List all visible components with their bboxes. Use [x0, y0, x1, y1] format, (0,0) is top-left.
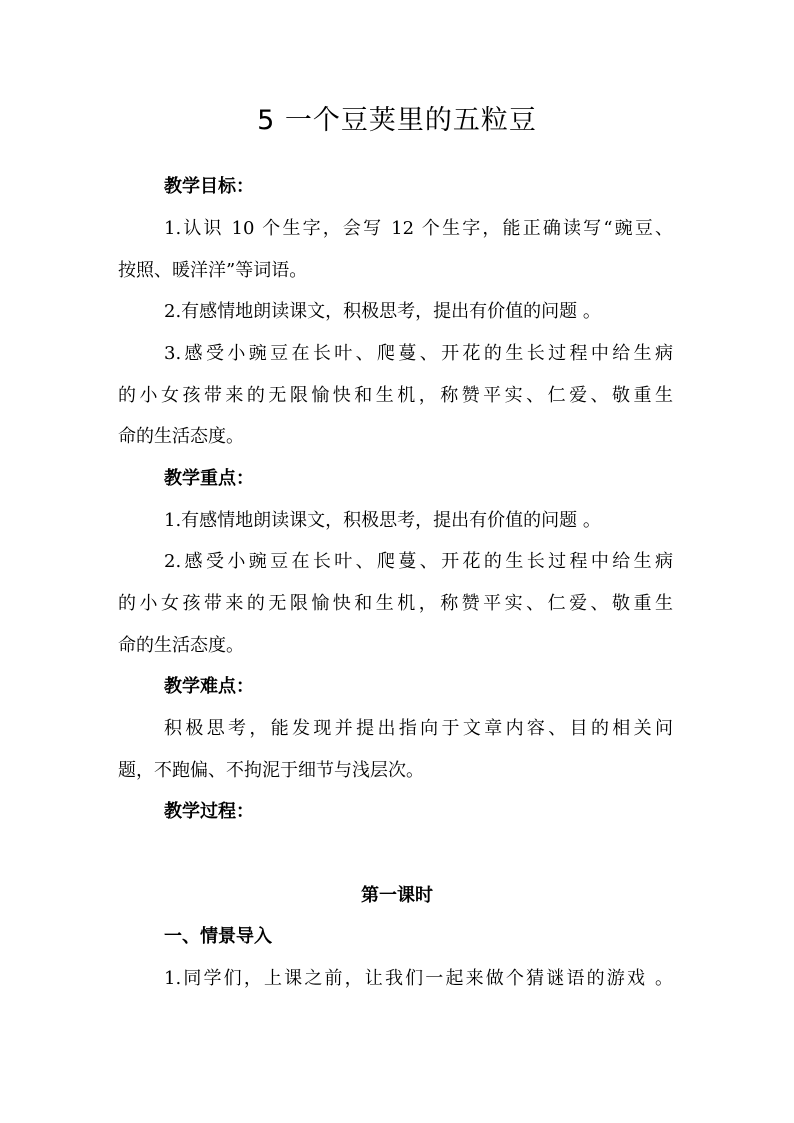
objective-1-line-1: 1.认识 10 个生字，会写 12 个生字，能正确读写“豌豆、 [164, 218, 673, 239]
objective-2-line-1: 2.有感情地朗读课文，积极思考，提出有价值的问题 。 [164, 301, 601, 322]
objective-3-line-2: 的小女孩带来的无限愉快和生机，称赞平实、仁爱、敬重生 [118, 385, 673, 406]
document-title: 5 一个豆荚里的五粒豆 [257, 105, 537, 136]
key-point-1-line-1: 1.有感情地朗读课文，积极思考，提出有价值的问题 。 [164, 510, 601, 531]
section-1-heading: 一、情景导入 [164, 926, 272, 947]
key-point-2-line-1: 2.感受小豌豆在长叶、爬蔓、开花的生长过程中给生病 [164, 551, 673, 572]
section-1-line-1: 1.同学们，上课之前，让我们一起来做个猜谜语的游戏 。 [164, 968, 673, 989]
process-heading: 教学过程： [164, 801, 254, 822]
lesson-heading: 第一课时 [361, 885, 433, 906]
difficulties-heading: 教学难点： [164, 676, 254, 697]
key-point-2-line-3: 命的生活态度。 [118, 635, 244, 656]
objective-3-line-3: 命的生活态度。 [118, 426, 244, 447]
difficulties-line-1: 积极思考，能发现并提出指向于文章内容、目的相关问 [164, 718, 673, 739]
objective-1-line-2: 按照、暖洋洋”等词语。 [118, 260, 308, 281]
key-point-2-line-2: 的小女孩带来的无限愉快和生机，称赞平实、仁爱、敬重生 [118, 593, 673, 614]
objective-3-line-1: 3.感受小豌豆在长叶、爬蔓、开花的生长过程中给生病 [164, 343, 673, 364]
difficulties-line-2: 题，不跑偏、不拘泥于细节与浅层次。 [118, 760, 424, 781]
objectives-heading: 教学目标： [164, 176, 254, 197]
key-points-heading: 教学重点： [164, 468, 254, 489]
